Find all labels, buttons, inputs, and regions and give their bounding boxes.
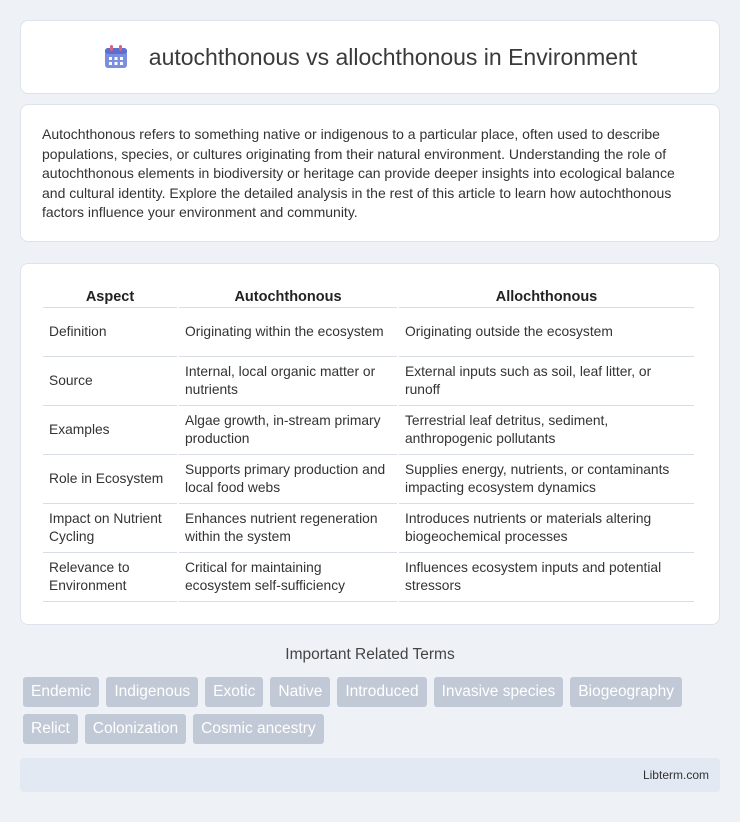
column-header: Aspect — [43, 286, 177, 308]
calendar-icon — [103, 44, 129, 70]
table-cell: Impact on Nutrient Cycling — [43, 504, 177, 553]
tag-colonization[interactable]: Colonization — [85, 714, 186, 744]
comparison-card — [20, 263, 720, 625]
table-cell: Internal, local organic matter or nutrients — [179, 357, 397, 406]
intro-text: Autochthonous refers to something native or indigenous to a particular place, often used to describe populations, species, or cultures originating from their natural environment. Understanding the role of autochthonous elements in biodiversity or heritage can provide deeper insights into ecological balance and cultural identity. Explore the detailed analysis in the rest of this article to learn how autochthonous factors influence your environment and community. — [42, 126, 675, 221]
table-row — [43, 357, 694, 406]
page-title: autochthonous vs allochthonous in Environment — [148, 43, 638, 70]
column-header: Autochthonous — [179, 286, 397, 308]
table-cell: Introduces nutrients or materials altering biogeochemical processes — [399, 504, 694, 553]
tag-endemic[interactable]: Endemic — [23, 677, 99, 707]
table-cell: Influences ecosystem inputs and potential stressors — [399, 553, 694, 602]
tag-biogeography[interactable]: Biogeography — [570, 677, 682, 707]
footer — [20, 758, 720, 792]
table-cell: Examples — [43, 406, 177, 455]
table-cell: Critical for maintaining ecosystem self-sufficiency — [179, 553, 397, 602]
table-row — [43, 308, 694, 357]
tag-invasive-species[interactable]: Invasive species — [434, 677, 564, 707]
title-card — [20, 20, 720, 94]
table-cell: Supports primary production and local food webs — [179, 455, 397, 504]
table-row — [43, 553, 694, 602]
table-row — [43, 455, 694, 504]
table-cell: Terrestrial leaf detritus, sediment, anthropogenic pollutants — [399, 406, 694, 455]
table-cell: External inputs such as soil, leaf litter, or runoff — [399, 357, 694, 406]
table-cell: Source — [43, 357, 177, 406]
tag-indigenous[interactable]: Indigenous — [106, 677, 198, 707]
tag-cosmic-ancestry[interactable]: Cosmic ancestry — [193, 714, 324, 744]
intro-card — [20, 104, 720, 242]
table-cell: Supplies energy, nutrients, or contaminants impacting ecosystem dynamics — [399, 455, 694, 504]
table-cell: Enhances nutrient regeneration within the system — [179, 504, 397, 553]
table-cell: Definition — [43, 308, 177, 357]
table-cell: Role in Ecosystem — [43, 455, 177, 504]
related-terms-list — [23, 677, 723, 744]
footer-brand[interactable]: Libterm.com — [642, 768, 709, 782]
tag-exotic[interactable]: Exotic — [205, 677, 263, 707]
tag-introduced[interactable]: Introduced — [337, 677, 426, 707]
comparison-table — [41, 286, 696, 602]
table-row — [43, 504, 694, 553]
related-terms-title: Important Related Terms — [285, 646, 455, 663]
table-cell: Relevance to Environment — [43, 553, 177, 602]
tag-native[interactable]: Native — [270, 677, 330, 707]
tag-relict[interactable]: Relict — [23, 714, 78, 744]
table-cell: Algae growth, in-stream primary production — [179, 406, 397, 455]
table-row — [43, 406, 694, 455]
column-header: Allochthonous — [399, 286, 694, 308]
table-cell: Originating outside the ecosystem — [399, 308, 694, 357]
table-header-row — [43, 286, 694, 308]
table-cell: Originating within the ecosystem — [179, 308, 397, 357]
